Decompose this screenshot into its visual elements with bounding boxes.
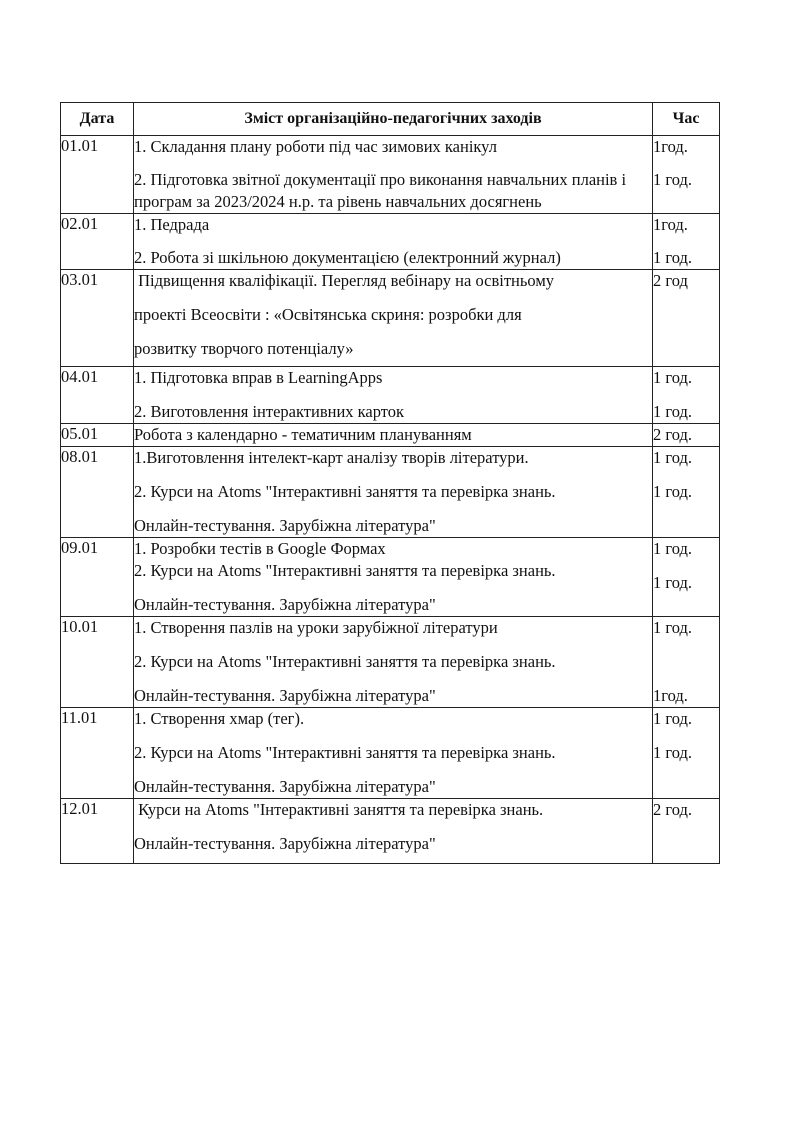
table-row — [61, 214, 720, 270]
row-time — [653, 447, 720, 538]
row-time — [653, 424, 720, 447]
row-date: 08.01 — [61, 447, 134, 538]
row-content — [134, 799, 653, 864]
activity-item: Онлайн-тестування. Зарубіжна література" — [134, 777, 436, 796]
row-content — [134, 447, 653, 538]
activity-item: 1. Створення пазлів на уроки зарубіжної літератури — [134, 618, 498, 637]
row-content — [134, 617, 653, 708]
activity-item: 1. Підготовка вправ в LearningApps — [134, 368, 383, 387]
time-value: 1 год. — [653, 448, 693, 467]
activity-item: розвитку творчого потенціалу» — [134, 339, 354, 358]
activity-item: 2. Курси на Atoms "Інтерактивні заняття та перевірка знань. — [134, 743, 556, 762]
row-content — [134, 424, 653, 447]
time-value: 1 год. — [653, 482, 693, 501]
activity-item: 1. Педрада — [134, 215, 210, 234]
time-value: 1 год. — [653, 539, 693, 558]
header-date: Дата — [61, 103, 134, 136]
activity-item: Курси на Atoms "Інтерактивні заняття та перевірка знань. — [134, 800, 544, 819]
activity-item: 1. Складання плану роботи під час зимових канікул — [134, 137, 497, 156]
row-time — [653, 708, 720, 799]
table-header-row — [61, 103, 720, 136]
row-date: 04.01 — [61, 367, 134, 424]
activity-item: 2. Виготовлення інтерактивних карток — [134, 402, 405, 421]
row-content — [134, 708, 653, 799]
row-date: 11.01 — [61, 708, 134, 799]
row-content — [134, 538, 653, 617]
activity-item: Підвищення кваліфікації. Перегляд вебінару на освітньому — [134, 271, 555, 290]
time-value: 1год. — [653, 686, 688, 705]
activity-item: 1. Розробки тестів в Google Формах — [134, 539, 386, 558]
row-date: 10.01 — [61, 617, 134, 708]
row-date: 05.01 — [61, 424, 134, 447]
row-date: 02.01 — [61, 214, 134, 270]
table-row — [61, 617, 720, 708]
row-time — [653, 270, 720, 367]
row-content — [134, 367, 653, 424]
row-content — [134, 270, 653, 367]
table-row — [61, 799, 720, 864]
activity-item: 2. Підготовка звітної документації про виконання навчальних планів і програм за 2023/2024 н.р. та рівень навчальних досягнень — [134, 170, 627, 211]
time-value: 1 год. — [653, 709, 693, 728]
table-row — [61, 447, 720, 538]
time-value: 1год. — [653, 215, 688, 234]
activity-item: 2. Курси на Atoms "Інтерактивні заняття та перевірка знань. — [134, 482, 556, 501]
time-value: 1год. — [653, 137, 688, 156]
activity-item: 2. Курси на Atoms "Інтерактивні заняття та перевірка знань. — [134, 561, 556, 580]
activity-item: 2. Курси на Atoms "Інтерактивні заняття та перевірка знань. — [134, 652, 556, 671]
row-time — [653, 799, 720, 864]
activity-item: 1. Створення хмар (тег). — [134, 709, 305, 728]
time-value: 1 год. — [653, 743, 693, 762]
row-content — [134, 214, 653, 270]
time-value: 1 год. — [653, 170, 693, 189]
activities-table — [60, 102, 720, 864]
activity-item: проекті Всеосвіти : «Освітянська скриня: розробки для — [134, 305, 522, 324]
time-value: 1 год. — [653, 368, 693, 387]
row-content — [134, 136, 653, 214]
row-time — [653, 367, 720, 424]
time-value: 1 год. — [653, 618, 693, 637]
time-value: 2 год. — [653, 800, 693, 819]
time-value: 2 год — [653, 271, 688, 290]
activity-item: 1.Виготовлення інтелект-карт аналізу творів літератури. — [134, 448, 529, 467]
time-value: 1 год. — [653, 573, 693, 592]
table-row — [61, 424, 720, 447]
table-row — [61, 136, 720, 214]
row-time — [653, 538, 720, 617]
table-row — [61, 367, 720, 424]
header-time: Час — [653, 103, 720, 136]
row-date: 12.01 — [61, 799, 134, 864]
table-row — [61, 708, 720, 799]
activity-item: Онлайн-тестування. Зарубіжна література" — [134, 516, 436, 535]
header-content: Зміст організаційно-педагогічних заходів — [134, 103, 653, 136]
table-row — [61, 270, 720, 367]
activity-item: 2. Робота зі шкільною документацією (електронний журнал) — [134, 248, 561, 267]
row-date: 03.01 — [61, 270, 134, 367]
activity-item: Онлайн-тестування. Зарубіжна література" — [134, 595, 436, 614]
row-time — [653, 617, 720, 708]
row-time — [653, 136, 720, 214]
time-value: 1 год. — [653, 248, 693, 267]
time-value: 1 год. — [653, 402, 693, 421]
activity-item: Онлайн-тестування. Зарубіжна література" — [134, 834, 436, 853]
row-date: 09.01 — [61, 538, 134, 617]
time-value: 2 год. — [653, 425, 693, 444]
row-date: 01.01 — [61, 136, 134, 214]
activity-item: Онлайн-тестування. Зарубіжна література" — [134, 686, 436, 705]
table-row — [61, 538, 720, 617]
row-time — [653, 214, 720, 270]
activity-item: Робота з календарно - тематичним плануванням — [134, 425, 472, 444]
